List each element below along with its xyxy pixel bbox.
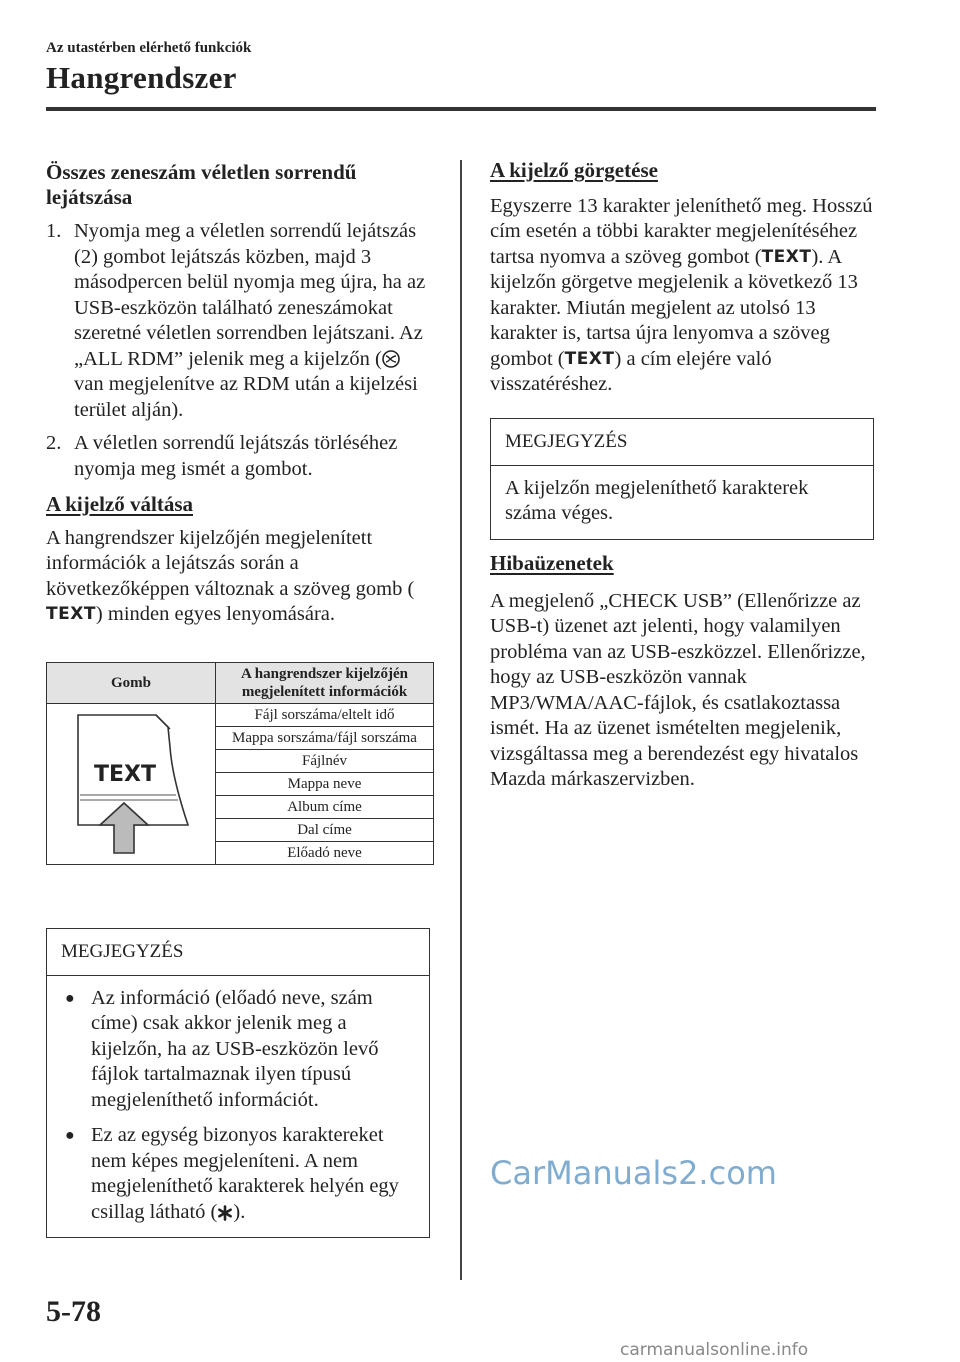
scroll-heading: A kijelző görgetése <box>490 158 658 182</box>
display-switch-text: A hangrendszer kijelzőjén megjelenített információk a lejátszás során a következőképpen változnak a szöveg gomb (TEXT) minden egyes lenyomására. <box>46 526 434 628</box>
step-1-text: Nyomja meg a véletlen sorrendű lejátszás (2) gombot lejátszás közben, majd 3 másodpercen belül nyomja meg újra, ha az USB-eszközön található zeneszámokat szeretné véletlen sorrendben lejátszani. Az „ALL RDM” jelenik meg a kijelzőn ( van megjelenítve az RDM után a kijelzési terület alján). <box>74 220 426 421</box>
step-2 <box>46 431 434 482</box>
scroll-text: Egyszerre 13 karakter jeleníthető meg. Hosszú cím esetén a többi karakter megjelenítéséhez tartsa nyomva a szöveg gombot (TEXT). A kijelzőn görgetve megjelenik a következő 13 karakter. Miután megjelent az utolsó 13 karakter is, tartsa újra lenyomva a szöveg gombot (TEXT) a cím elejére való visszatéréshez. <box>490 194 873 395</box>
column-divider <box>460 160 462 1280</box>
note-bullet-2: ● Ez az egység bizonyos karaktereket nem képes megjeleníteni. A nem megjeleníthető karakterek helyén egy csillag látható ( ). <box>61 1123 415 1225</box>
table-header-button: Gomb <box>47 663 216 704</box>
right-column <box>490 158 878 398</box>
bullet-icon: ● <box>65 1127 75 1144</box>
step-2-number: 2. <box>46 432 62 454</box>
page-title: Hangrendszer <box>46 60 237 95</box>
watermark-logo: CarManuals2.com <box>490 1154 777 1192</box>
random-disc-icon <box>382 350 400 368</box>
text-button-label: TEXT <box>94 761 157 787</box>
note-bullet-1: ● Az információ (előadó neve, szám címe) csak akkor jelenik meg a kijelzőn, ha az USB-eszközön levő fájlok tartalmaznak ilyen típusú megjeleníthető információt. <box>61 986 415 1114</box>
random-play-heading: Összes zeneszám véletlen sorrendű lejátszása <box>46 160 357 209</box>
asterisk-icon <box>217 1205 233 1221</box>
table-row: Dal címe <box>216 819 434 842</box>
table-row: Fájl sorszáma/eltelt idő <box>216 704 434 727</box>
table-row: Fájlnév <box>216 750 434 773</box>
text-key-icon: TEXT <box>761 246 812 267</box>
table-row: Album címe <box>216 796 434 819</box>
left-column <box>46 160 434 628</box>
text-key-icon: TEXT <box>564 348 615 369</box>
text-button-illustration <box>47 704 216 865</box>
error-text: A megjelenő „CHECK USB” (Ellenőrizze az USB-t) üzenet azt jelenti, hogy valamilyen probléma van az USB-eszközzel. Ellenőrizze, hogy az USB-eszközön vannak MP3/WMA/AAC-fájlok, és csatlakoztassa ismét. Ha az üzenet ismételten megjelenik, vizsgáltassa meg a berendezést egy hivatalos Mazda márkaszervizben. <box>490 589 866 790</box>
table-row: Mappa neve <box>216 773 434 796</box>
display-switch-heading: A kijelző váltása <box>46 492 193 516</box>
note-box-left <box>46 928 430 1238</box>
note-text: A kijelzőn megjeleníthető karakterek száma véges. <box>505 476 809 524</box>
footer-watermark: carmanualsonline.info <box>620 1340 809 1360</box>
header-rule <box>46 107 876 111</box>
page-number: 5-78 <box>46 1295 101 1328</box>
note-box-right <box>490 418 874 540</box>
text-key-icon: TEXT <box>46 604 96 624</box>
bullet-icon: ● <box>65 989 75 1007</box>
note-heading: MEGJEGYZÉS <box>47 929 429 976</box>
step-1-number: 1. <box>46 220 62 242</box>
error-section <box>490 551 878 793</box>
table-header-info: A hangrendszer kijelzőjén megjelenített információk <box>216 663 434 704</box>
section-label: Az utastérben elérhető funkciók <box>46 40 252 56</box>
step-2-text: A véletlen sorrendű lejátszás törléséhez nyomja meg ismét a gombot. <box>74 432 398 480</box>
table-row: Előadó neve <box>216 842 434 865</box>
note-heading: MEGJEGYZÉS <box>491 419 873 466</box>
step-1 <box>46 219 434 423</box>
error-heading: Hibaüzenetek <box>490 551 614 575</box>
table-row: Mappa sorszáma/fájl sorszáma <box>216 727 434 750</box>
display-info-table <box>46 662 434 865</box>
text-button-icon <box>66 707 196 857</box>
